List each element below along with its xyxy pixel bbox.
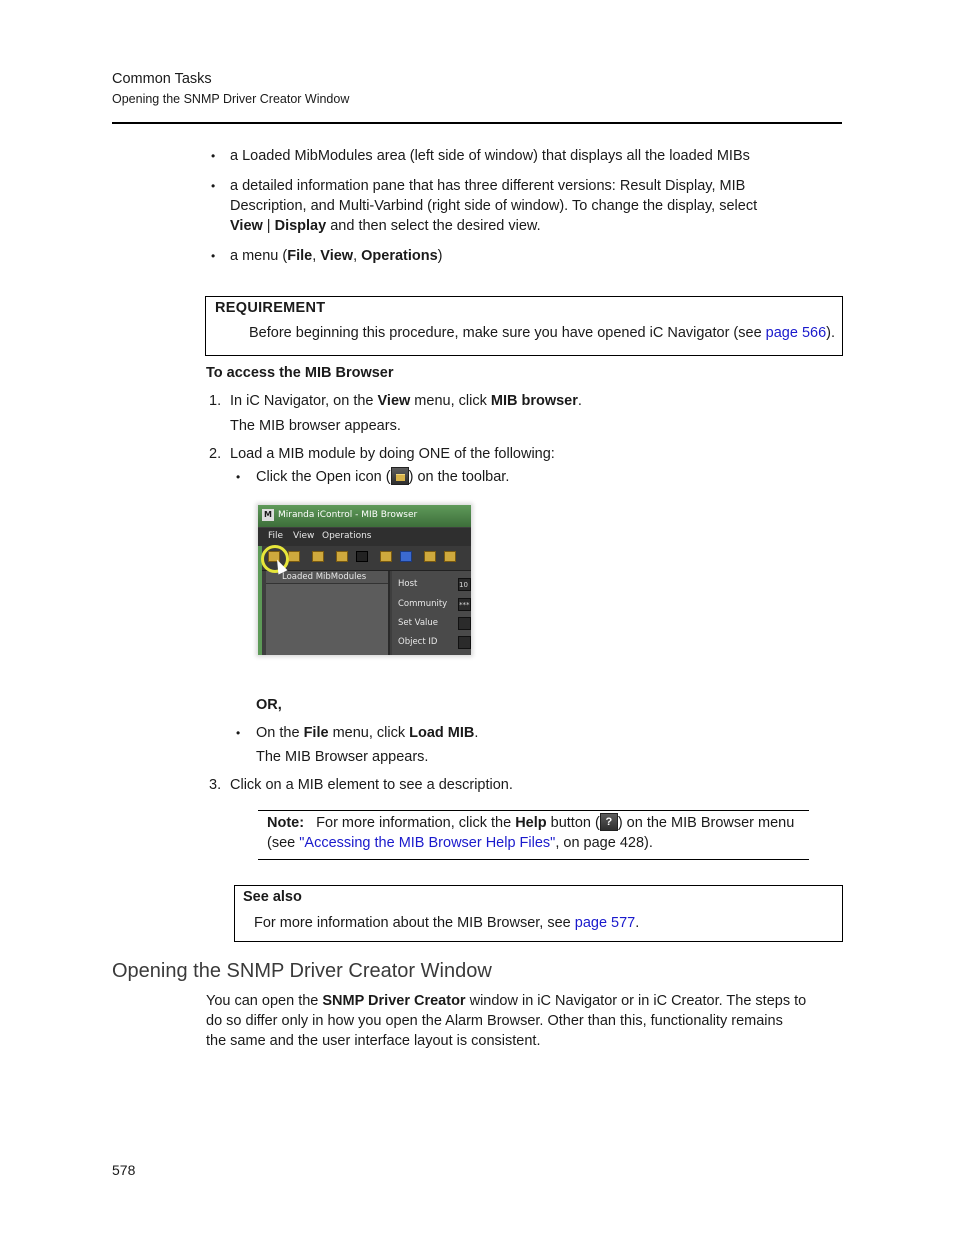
bullet-icon: • (211, 249, 216, 263)
help-files-link[interactable]: "Accessing the MIB Browser Help Files" (299, 835, 556, 851)
page-number: 578 (112, 1162, 136, 1178)
step-3-text: Click on a MIB element to see a description. (230, 777, 513, 793)
page-577-link[interactable]: page 577 (574, 915, 636, 931)
section-heading: Opening the SNMP Driver Creator Window (112, 960, 492, 982)
see-also-text: For more information about the MIB Browser, see page 577. (254, 915, 640, 931)
step-2-text: Load a MIB module by doing ONE of the following: (230, 446, 555, 462)
binoculars-icon[interactable] (356, 551, 368, 562)
loaded-mibmodules-label: Loaded MibModules (282, 572, 367, 582)
menu-view[interactable]: View (293, 531, 315, 541)
menu-operations[interactable]: Operations (322, 531, 372, 541)
menu-file[interactable]: File (268, 531, 284, 541)
host-field[interactable]: 10 (458, 578, 471, 591)
or-label: OR, (256, 697, 282, 713)
window-titlebar (258, 505, 471, 527)
chapter-title: Common Tasks (112, 71, 212, 87)
folder-icon[interactable] (424, 551, 436, 562)
refresh-icon[interactable] (288, 551, 300, 562)
bullet-icon: • (236, 470, 241, 484)
mib-tree[interactable] (266, 583, 388, 655)
save-icon[interactable] (380, 551, 392, 562)
bullet-text: a Loaded MibModules area (left side of window) that displays all the loaded MIBs (230, 148, 750, 164)
community-field[interactable]: *** (458, 598, 471, 611)
sub-step-open-icon: Click the Open icon ( ) on the toolbar. (256, 469, 510, 485)
step-number: 1. (209, 393, 222, 409)
see-also-box (234, 885, 843, 942)
sub-step-result: The MIB Browser appears. (256, 749, 429, 765)
step-number: 2. (209, 446, 222, 462)
window-title: Miranda iControl - MIB Browser (278, 510, 418, 520)
miranda-logo-icon: M (262, 509, 274, 521)
procedure-title: To access the MIB Browser (206, 365, 394, 381)
field-label: Set Value (398, 618, 439, 628)
bullet-icon: • (236, 726, 241, 740)
menubar (258, 528, 471, 546)
bullet-icon: • (211, 179, 216, 193)
field-label: Object ID (398, 637, 438, 647)
mib-browser-screenshot (258, 505, 471, 655)
bullet-text: a detailed information pane that has three different versions: Result Display, MIB Description, and Multi-Varbind (right side of window). To change the display, select View | Display and then select the desired view. (230, 178, 758, 234)
bullet-icon: • (211, 149, 216, 163)
step-1-result: The MIB browser appears. (230, 418, 401, 434)
note-top-rule (258, 810, 809, 811)
field-label: Host (398, 579, 418, 589)
print-icon[interactable] (400, 551, 412, 562)
toolbar (258, 546, 471, 571)
see-also-title: See also (243, 889, 302, 905)
note-bottom-rule (258, 859, 809, 860)
note-line-2: (see "Accessing the MIB Browser Help Files", on page 428). (267, 835, 653, 851)
folder-icon[interactable] (444, 551, 456, 562)
field-label: Community (398, 599, 448, 609)
section-running-title: Opening the SNMP Driver Creator Window (112, 92, 350, 106)
object-id-field[interactable] (458, 636, 471, 649)
page-566-link[interactable]: page 566 (765, 325, 827, 341)
requirement-box (205, 296, 843, 356)
folder-icon[interactable] (336, 551, 348, 562)
folder-icon[interactable] (312, 551, 324, 562)
sub-step-file-menu: On the File menu, click Load MIB. (256, 725, 479, 741)
info-pane (392, 571, 471, 655)
requirement-title: REQUIREMENT (215, 300, 326, 316)
step-number: 3. (209, 777, 222, 793)
open-folder-icon (391, 467, 409, 485)
note-line-1: Note: For more information, click the Help button ( ? ) on the MIB Browser menu (267, 815, 795, 831)
set-value-field[interactable] (458, 617, 471, 630)
help-icon: ? (600, 813, 618, 831)
step-1-text: In iC Navigator, on the View menu, click MIB browser. (230, 393, 582, 409)
section-paragraph: You can open the SNMP Driver Creator window in iC Navigator or in iC Creator. The steps to do so differ only in how you open the Alarm Browser. Other than this, functionality remains the same and the user interface layout is consistent. (206, 993, 807, 1049)
loaded-mibmodules-pane (266, 571, 390, 655)
header-rule (112, 122, 842, 124)
bullet-text: a menu (File, View, Operations) (230, 248, 443, 264)
requirement-text: Before beginning this procedure, make sure you have opened iC Navigator (see page 566). (249, 325, 836, 341)
